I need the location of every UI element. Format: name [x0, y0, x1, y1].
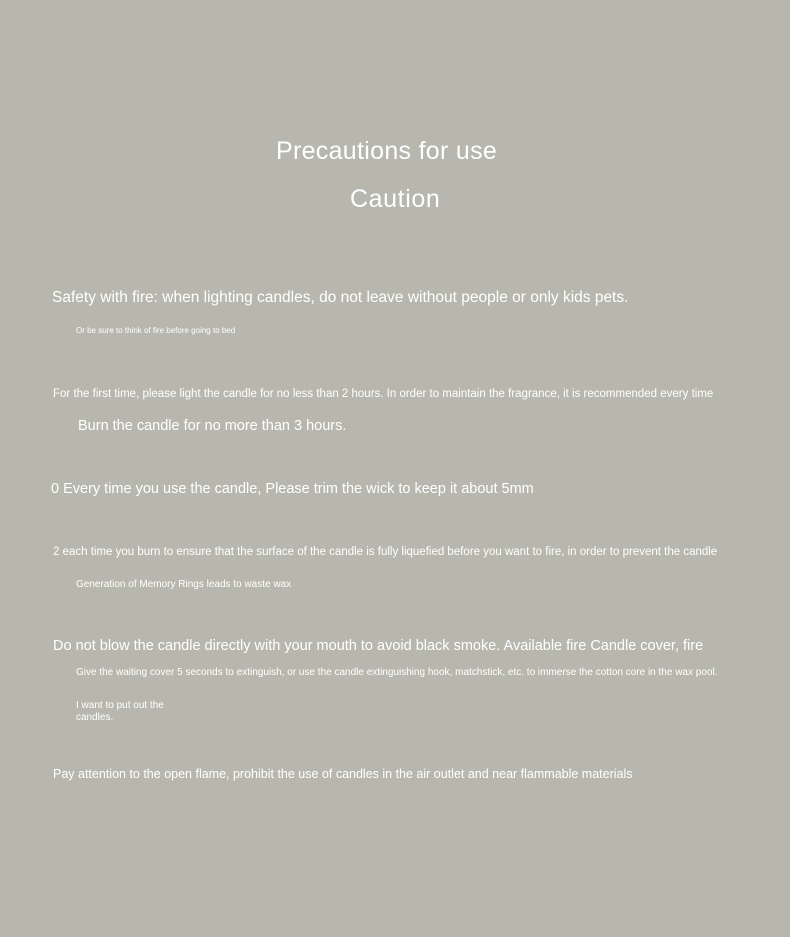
extinguish-text: Do not blow the candle directly with your mouth to avoid black smoke. Available fire Candle cover, fire	[53, 638, 704, 654]
fire-safety-text: Safety with fire: when lighting candles, do not leave without people or only kids pets.	[52, 289, 629, 306]
first-use-continued: Burn the candle for no more than 3 hours.	[78, 418, 347, 434]
liquefy-note: Generation of Memory Rings leads to waste wax	[76, 579, 292, 590]
page-subtitle: Caution	[350, 185, 441, 213]
open-flame-text: Pay attention to the open flame, prohibit the use of candles in the air outlet and near flammable materials	[53, 767, 633, 781]
liquefy-text: 2 each time you burn to ensure that the surface of the candle is fully liquefied before you want to fire, in order to prevent the candle	[53, 546, 718, 558]
fire-safety-note: Or be sure to think of fire before going to bed	[76, 326, 236, 335]
extinguish-note-2: I want to put out the candles.	[76, 700, 164, 723]
extinguish-note: Give the waiting cover 5 seconds to extinguish, or use the candle extinguishing hook, matchstick, etc. to immerse the cotton core in the wax pool.	[76, 667, 718, 678]
page-title: Precautions for use	[276, 137, 498, 165]
first-use-text: For the first time, please light the candle for no less than 2 hours. In order to maintain the fragrance, it is recommended every time	[53, 388, 714, 400]
trim-wick-text: 0 Every time you use the candle, Please trim the wick to keep it about 5mm	[51, 481, 534, 497]
